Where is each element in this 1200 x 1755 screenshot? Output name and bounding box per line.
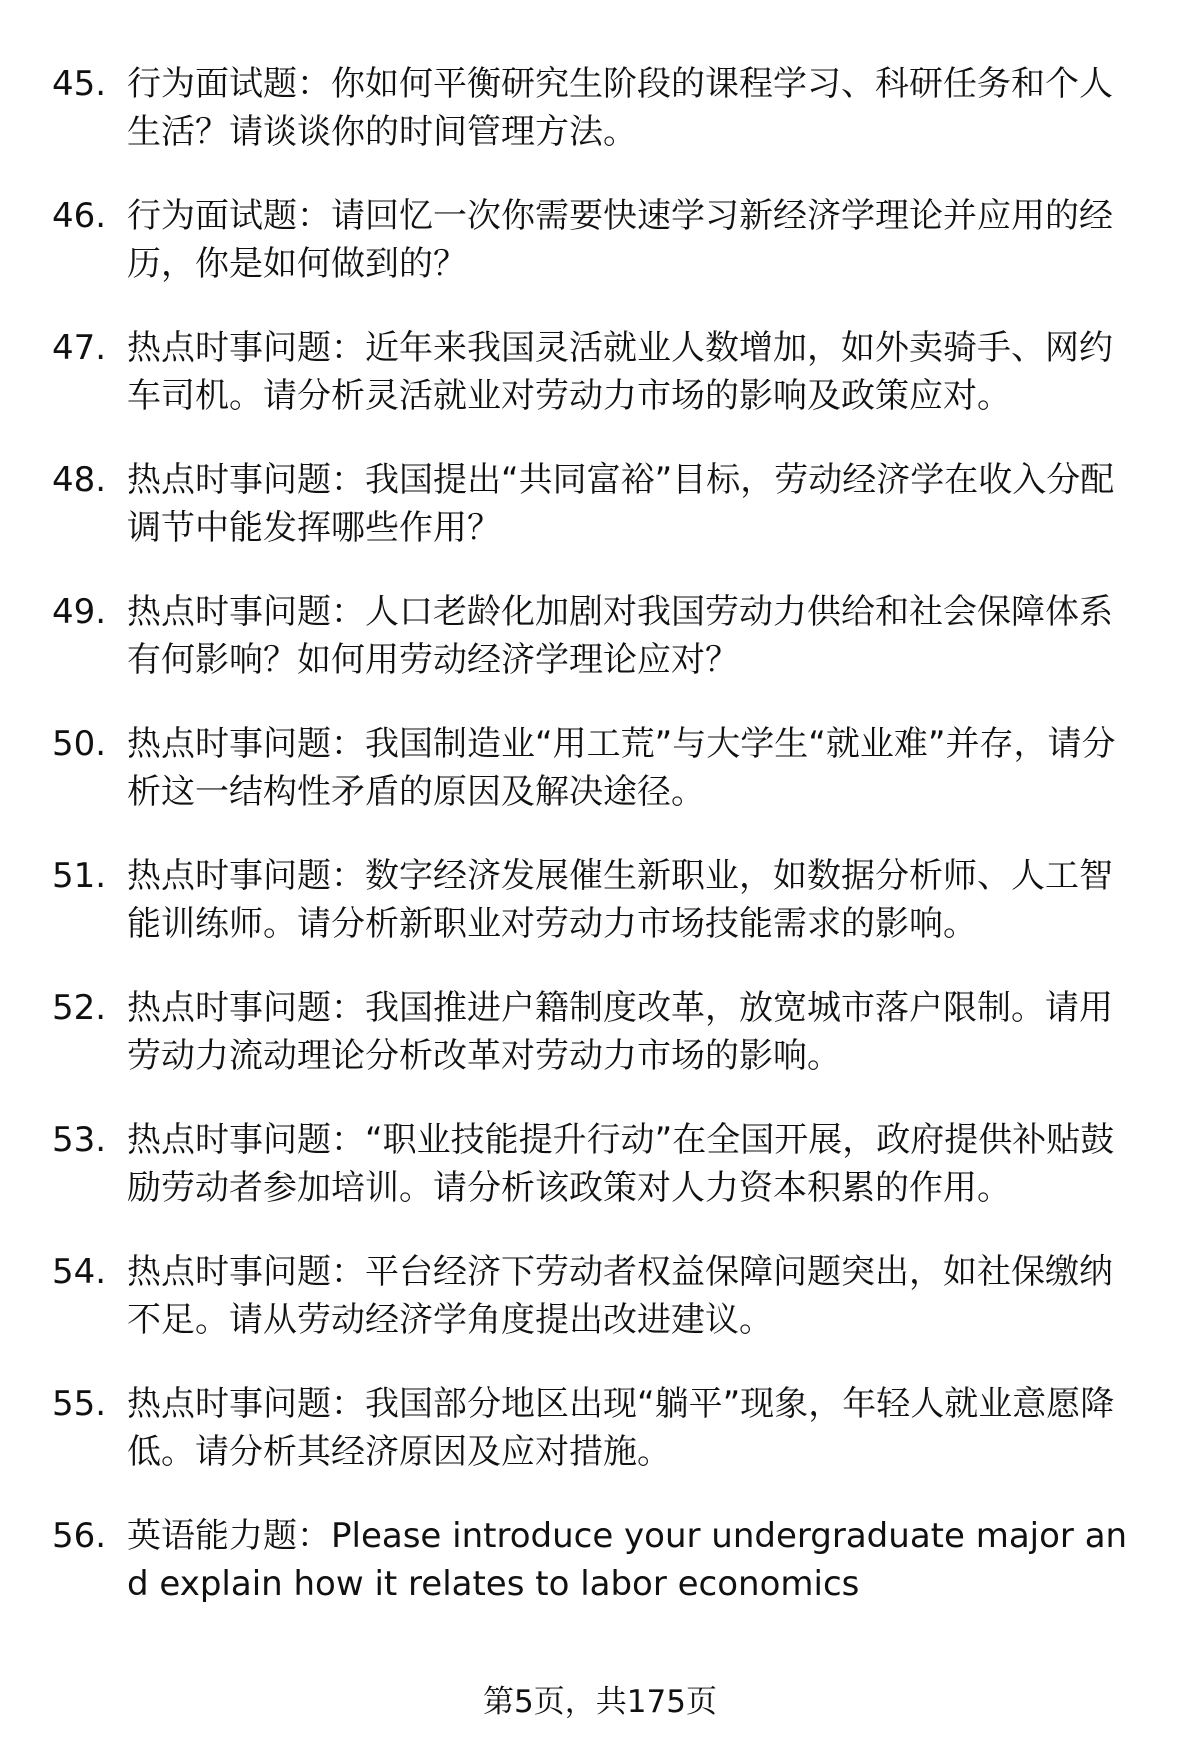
question-item xyxy=(52,1512,1142,1644)
question-text: 热点时事问题：我国推进户籍制度改革，放宽城市落户限制。请用劳动力流动理论分析改革对劳动力市场的影响。 xyxy=(127,988,1113,1076)
question-item xyxy=(52,1248,1142,1380)
question-text: 热点时事问题：我国部分地区出现“躺平”现象，年轻人就业意愿降低。请分析其经济原因及应对措施。 xyxy=(127,1384,1115,1472)
question-number: 47. xyxy=(52,328,107,368)
page-number-footer: 第5页，共175页 xyxy=(483,1684,717,1720)
question-list xyxy=(52,60,1142,1644)
question-item xyxy=(52,852,1142,984)
question-item xyxy=(52,1116,1142,1248)
question-number: 45. xyxy=(52,64,107,104)
question-text: 英语能力题：Please introduce your undergraduate major and explain how it relates to labor economics xyxy=(127,1516,1128,1604)
question-text: 热点时事问题：人口老龄化加剧对我国劳动力供给和社会保障体系有何影响？如何用劳动经济学理论应对？ xyxy=(127,592,1113,680)
question-item xyxy=(52,324,1142,456)
question-number: 50. xyxy=(52,724,107,764)
question-number: 51. xyxy=(52,856,107,896)
question-item xyxy=(52,456,1142,588)
question-number: 48. xyxy=(52,460,107,500)
question-item xyxy=(52,1380,1142,1512)
question-number: 52. xyxy=(52,988,107,1028)
question-text: 热点时事问题：我国制造业“用工荒”与大学生“就业难”并存，请分析这一结构性矛盾的原因及解决途径。 xyxy=(127,724,1116,812)
question-number: 49. xyxy=(52,592,107,632)
question-text: 行为面试题：请回忆一次你需要快速学习新经济学理论并应用的经历，你是如何做到的？ xyxy=(127,196,1113,284)
question-number: 55. xyxy=(52,1384,107,1424)
question-text: 热点时事问题：数字经济发展催生新职业，如数据分析师、人工智能训练师。请分析新职业对劳动力市场技能需求的影响。 xyxy=(127,856,1113,944)
question-item xyxy=(52,984,1142,1116)
question-number: 54. xyxy=(52,1252,107,1292)
question-text: 热点时事问题：“职业技能提升行动”在全国开展，政府提供补贴鼓励劳动者参加培训。请分析该政策对人力资本积累的作用。 xyxy=(127,1120,1115,1208)
question-number: 46. xyxy=(52,196,107,236)
question-item xyxy=(52,192,1142,324)
question-text: 热点时事问题：平台经济下劳动者权益保障问题突出，如社保缴纳不足。请从劳动经济学角度提出改进建议。 xyxy=(127,1252,1113,1340)
question-item xyxy=(52,720,1142,852)
question-number: 53. xyxy=(52,1120,107,1160)
question-item xyxy=(52,588,1142,720)
question-text: 行为面试题：你如何平衡研究生阶段的课程学习、科研任务和个人生活？请谈谈你的时间管理方法。 xyxy=(127,64,1113,152)
question-item xyxy=(52,60,1142,192)
question-text: 热点时事问题：近年来我国灵活就业人数增加，如外卖骑手、网约车司机。请分析灵活就业对劳动力市场的影响及政策应对。 xyxy=(127,328,1113,416)
question-number: 56. xyxy=(52,1516,107,1556)
question-text: 热点时事问题：我国提出“共同富裕”目标，劳动经济学在收入分配调节中能发挥哪些作用？ xyxy=(127,460,1115,548)
